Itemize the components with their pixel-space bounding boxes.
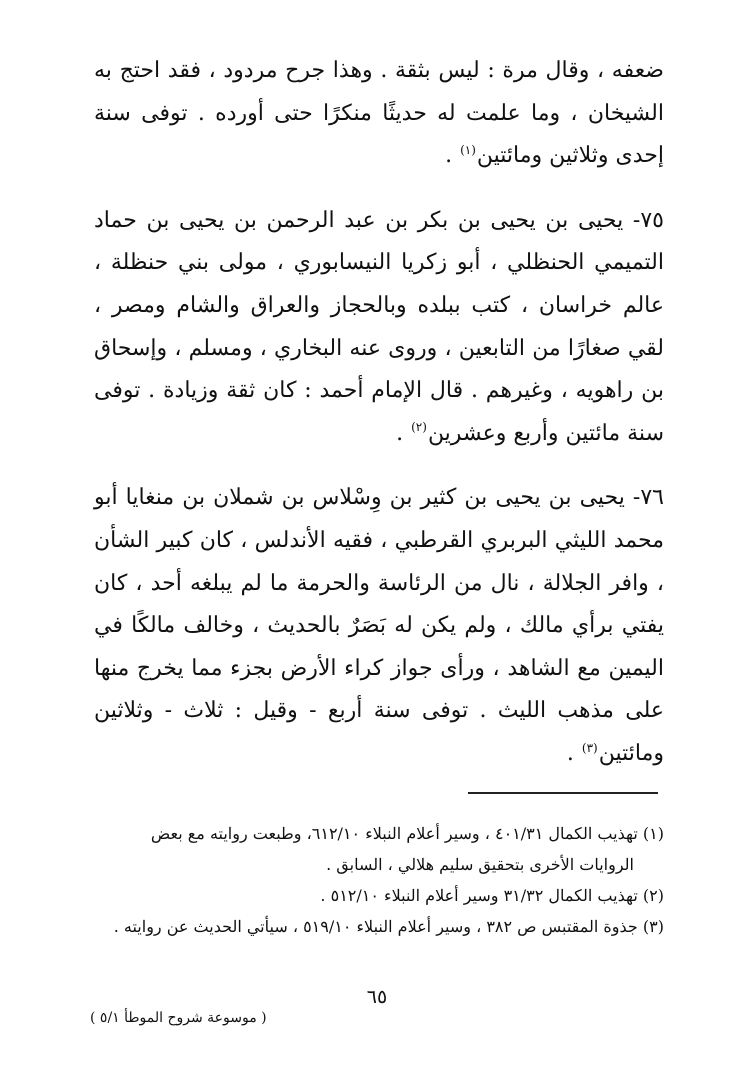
paragraph-text: ٧٦- يحيى بن يحيى بن كثير بن وِسْلاس بن شملان بن منغايا أبو محمد الليثي البربري القرطبي ، فقيه الأندلس ، كان كبير الشأن ، وافر الجلالة ، نال من الرئاسة والحرمة ما لم يبلغه أحد ، كان يفتي برأي مالك ، ولم يكن له بَصَرٌ بالحديث ، وخالف مالكًا في اليمين مع الشاهد ، ورأى جواز كراء الأرض بجزء مما يخرج منها على مذهب الليث . توفى سنة أربع - وقيل : ثلاث - وثلاثين ومائتين	[94, 485, 664, 766]
footnote-divider	[468, 792, 658, 794]
footnote-1-continuation: الروايات الأخرى بتحقيق سليم هلالي ، السابق .	[326, 855, 634, 874]
paragraph-text: ٧٥- يحيى بن يحيى بن بكر بن عبد الرحمن بن يحيى بن حماد التميمي الحنظلي ، أبو زكريا النيسابوري ، مولى بني حنظلة ، عالم خراسان ، كتب ببلده وبالحجاز والعراق والشام ومصر ، لقي صغارًا من التابعين ، وروى عنه البخاري ، ومسلم ، وإسحاق بن راهويه ، وغيرهم . قال الإمام أحمد : كان ثقة وزيادة . توفى سنة مائتين وأربع وعشرين	[94, 207, 664, 446]
paragraph-end: .	[445, 143, 460, 169]
footnote-3	[84, 911, 664, 942]
footnote-ref-3[interactable]: (٣)	[581, 740, 598, 755]
paragraph-3	[94, 477, 664, 775]
footnotes	[84, 818, 664, 942]
footnote-text: جذوة المقتبس ص ٣٨٢ ، وسير أعلام النبلاء ٥١٩/١٠ ، سيأتي الحديث عن روايته .	[113, 917, 638, 936]
footnote-2	[84, 880, 664, 911]
footnote-ref-1[interactable]: (١)	[460, 142, 476, 157]
paragraph-text: ضعفه ، وقال مرة : ليس بثقة . وهذا جرح مردود ، فقد احتج به الشيخان ، وما علمت له حديثًا منكرًا حتى أورده . توفى سنة إحدى وثلاثين ومائتين	[94, 58, 664, 169]
footnote-text: تهذيب الكمال ٤٠١/٣١ ، وسير أعلام النبلاء ٦١٢/١٠، وطبعت روايته مع بعض	[150, 824, 638, 843]
book-signature: ( موسوعة شروح الموطأ ٥/١ )	[90, 1010, 267, 1026]
paragraph-1	[94, 50, 664, 178]
footnote-text: تهذيب الكمال ٣١/٣٢ وسير أعلام النبلاء ٥١٢/١٠ .	[320, 886, 638, 905]
paragraph-end: .	[396, 420, 411, 446]
footnote-number: (١)	[642, 824, 664, 843]
footnote-ref-2[interactable]: (٢)	[411, 420, 427, 435]
page-number: ٦٥	[366, 986, 388, 1008]
footnote-number: (٢)	[642, 886, 664, 905]
paragraph-2	[94, 200, 664, 456]
footnote-number: (٣)	[642, 917, 664, 936]
main-text	[94, 50, 664, 776]
footnote-1	[84, 818, 664, 849]
paragraph-end: .	[566, 740, 581, 766]
